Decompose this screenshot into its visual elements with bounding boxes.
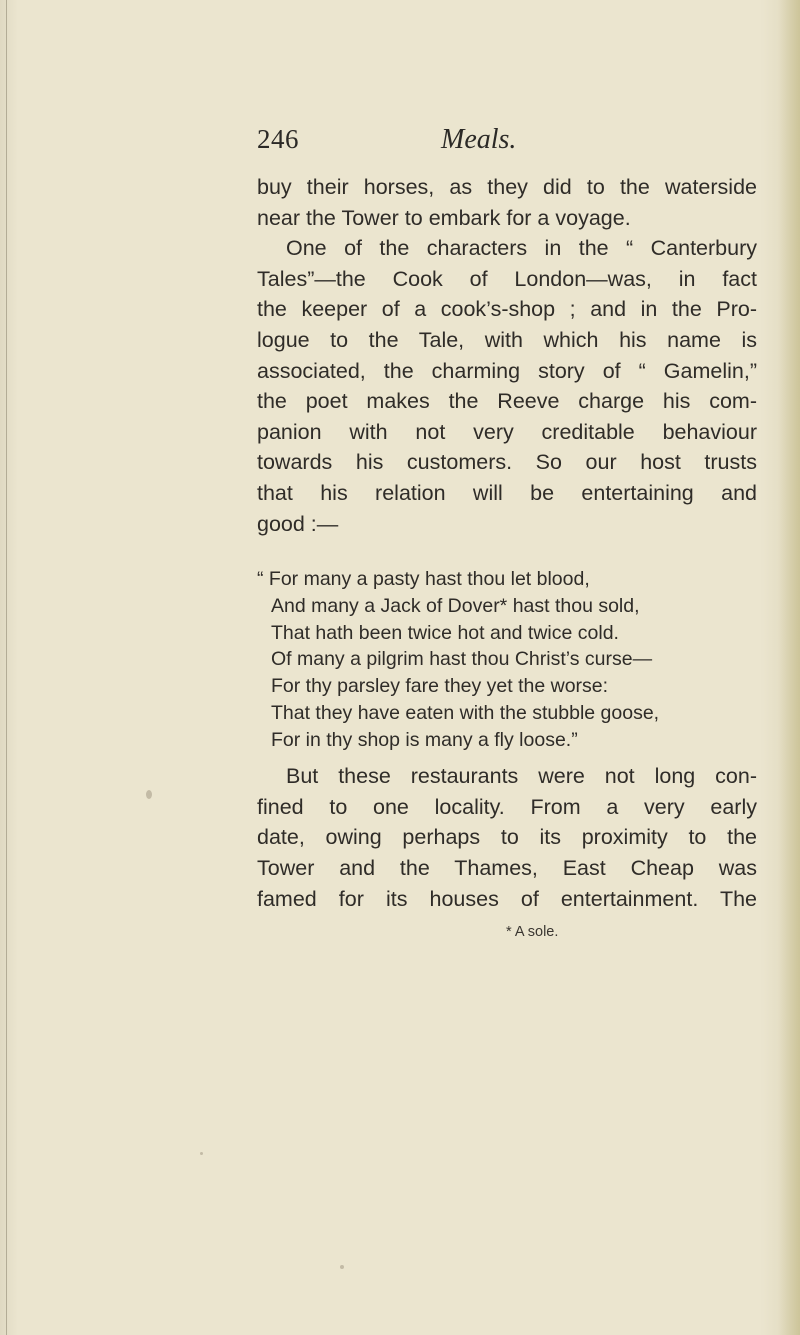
prose-line: But these restaurants were not long con-: [286, 764, 757, 788]
prose-line: logue to the Tale, with which his name is: [257, 327, 757, 352]
verse-line: “ For many a pasty hast thou let blood,: [257, 568, 590, 590]
page-edge-discoloration: [778, 0, 800, 1335]
verse-line: And many a Jack of Dover* hast thou sold,: [271, 594, 640, 617]
verse-quotation: [257, 566, 757, 754]
prose-block-1: [257, 172, 757, 539]
prose-line: famed for its houses of entertainment. The: [257, 886, 757, 911]
prose-line: near the Tower to embark for a voyage.: [257, 205, 631, 230]
verse-line: That hath been twice hot and twice cold.: [271, 621, 619, 644]
prose-line: fined to one locality. From a very early: [257, 794, 757, 819]
prose-line: buy their horses, as they did to the waterside: [257, 175, 757, 199]
page-header: [257, 124, 757, 160]
prose-line: panion with not very creditable behaviour: [257, 419, 757, 444]
footnote: * A sole.: [506, 924, 559, 940]
prose-line: associated, the charming story of “ Gamelin,”: [257, 358, 757, 383]
prose-block-2: [257, 761, 757, 915]
prose-line: the keeper of a cook’s-shop ; and in the Pro-: [257, 297, 757, 322]
prose-line: that his relation will be entertaining and: [257, 480, 757, 505]
prose-line: Tales”—the Cook of London—was, in fact: [257, 266, 757, 291]
prose-line: good :—: [257, 511, 339, 536]
prose-line: date, owing perhaps to its proximity to the: [257, 825, 757, 850]
page-number: 246: [257, 124, 299, 154]
paper-spot: [146, 790, 152, 799]
prose-line: towards his customers. So our host trusts: [257, 450, 757, 475]
prose-line: the poet makes the Reeve charge his com-: [257, 389, 757, 414]
prose-line: One of the characters in the “ Canterbury: [286, 236, 757, 261]
prose-line: Tower and the Thames, East Cheap was: [257, 856, 757, 881]
paper-spot: [340, 1265, 344, 1269]
paper-spot: [200, 1152, 203, 1155]
verse-line: That they have eaten with the stubble goose,: [271, 701, 660, 724]
verse-line: For thy parsley fare they yet the worse:: [271, 675, 609, 698]
verse-line: Of many a pilgrim hast thou Christ’s curse—: [271, 648, 653, 671]
running-head: Meals.: [441, 124, 517, 155]
verse-line: For in thy shop is many a fly loose.”: [271, 728, 578, 751]
page-edge-shadow: [6, 0, 7, 1335]
